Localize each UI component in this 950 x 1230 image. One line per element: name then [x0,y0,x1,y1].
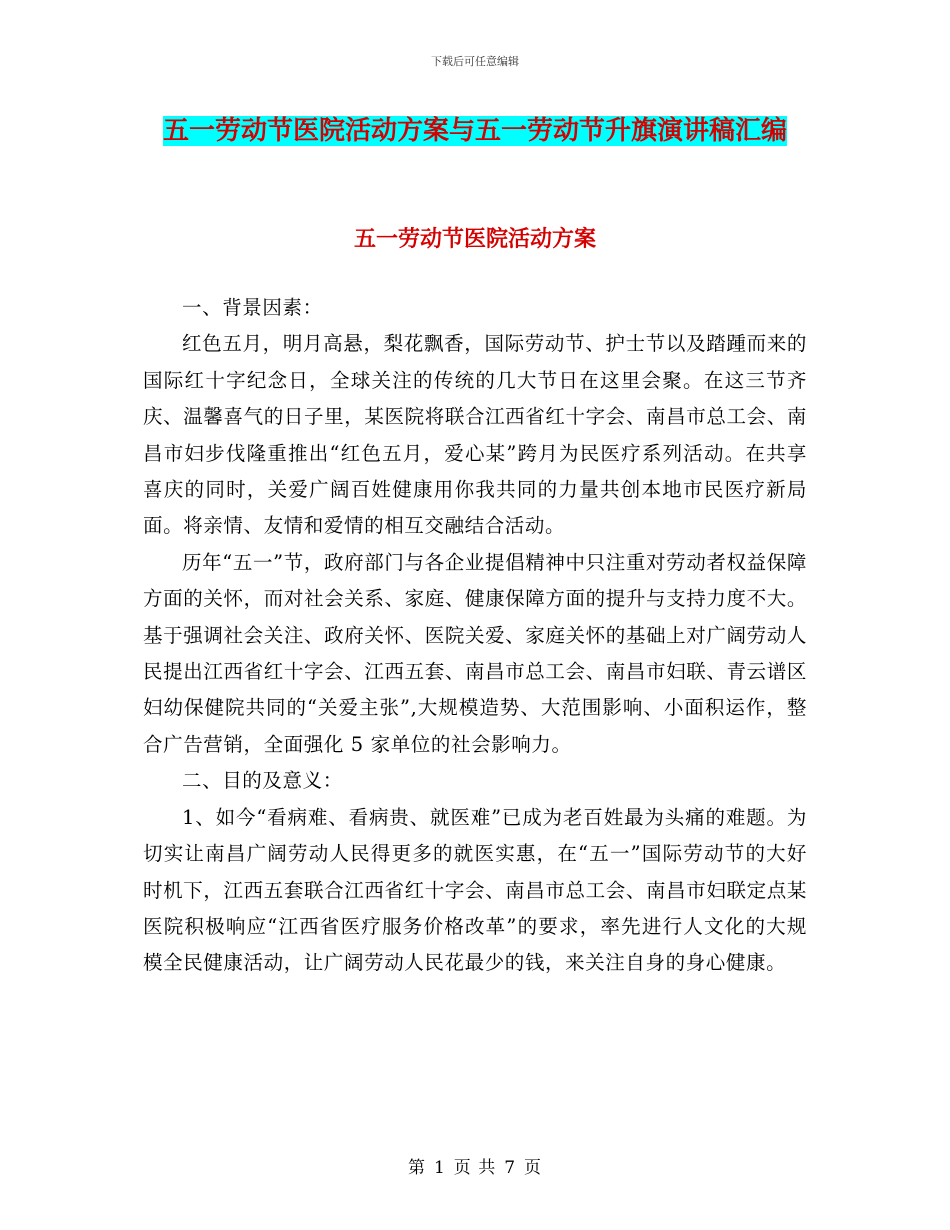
footer-page-number: 1 [433,1158,446,1178]
heading-purpose: 二、目的及意义： [182,769,343,793]
page-footer [0,1153,950,1178]
footer-total-pages: 7 [504,1158,517,1178]
paragraph-purpose-1: 1、如今“看病难、看病贵、就医难”已成为老百姓最为头痛的难题。为切实让南昌广阔劳动人民得更多的就医实惠，在“五一”国际劳动节的大好时机下，江西五套联合江西省红十字会、南昌市总工会、南昌市妇联定点某医院积极响应“江西省医疗服务价格改革”的要求，率先进行人文化的大规模全民健康活动，让广阔劳动人民花最少的钱，来关注自身的身心健康。 [143,805,807,975]
footer-mid: 页 共 [453,1158,497,1178]
header-note: 下载后可任意编辑 [431,55,519,68]
footer-suffix: 页 [524,1158,543,1178]
heading-background: 一、背景因素： [182,296,323,319]
footer-prefix: 第 [407,1158,426,1178]
paragraph-background-2: 历年“五一”节，政府部门与各企业提倡精神中只注重对劳动者权益保障方面的关怀，而对社会关系、家庭、健康保障方面的提升与支持力度不大。基于强调社会关注、政府关怀、医院关爱、家庭关怀的基础上对广阔劳动人民提出江西省红十字会、江西五套、南昌市总工会、南昌市妇联、青云谱区妇幼保健院共同的“关爱主张”,大规模造势、大范围影响、小面积运作，整合广告营销，全面强化 5 家单位的社会影响力。 [143,550,807,756]
document-title-text: 五一劳动节医院活动方案与五一劳动节升旗演讲稿汇编 [162,116,787,146]
section-title: 五一劳动节医院活动方案 [353,227,596,252]
document-body [143,290,807,982]
document-title [130,108,820,154]
paragraph-background-1: 红色五月，明月高悬，梨花飘香，国际劳动节、护士节以及踏踵而来的国际红十字纪念日，全球关注的传统的几大节日在这里会聚。在这三节齐庆、温馨喜气的日子里，某医院将联合江西省红十字会、南昌市总工会、南昌市妇步伐隆重推出“红色五月，爱心某”跨月为民医疗系列活动。在共享喜庆的同时，关爱广阔百姓健康用你我共同的力量共创本地市民医疗新局面。将亲情、友情和爱情的相互交融结合活动。 [143,332,807,538]
